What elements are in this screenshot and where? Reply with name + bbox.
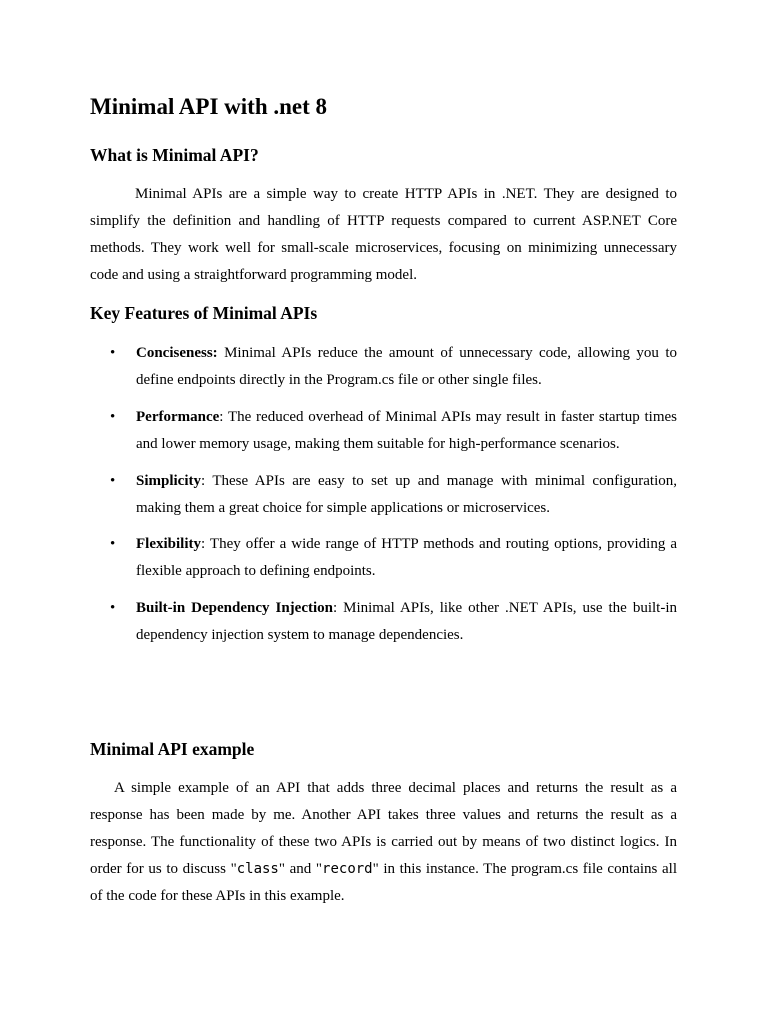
bullet-marker: • (110, 409, 116, 425)
paragraph-text-part: " in this instance. The program.cs file contains all of the code for these APIs in this example. (90, 861, 678, 904)
list-item-text (136, 340, 677, 394)
list-item-description: : They offer a wide range of HTTP methods and routing options, providing a flexible approach to defining endpoints. (136, 536, 677, 579)
list-item-term: Flexibility (136, 536, 201, 552)
list-item-term: Simplicity (136, 473, 202, 489)
paragraph-text-part: " and " (278, 861, 323, 877)
list-item-text (136, 531, 677, 585)
section-heading-key-features: Key Features of Minimal APIs (90, 303, 318, 323)
inline-code-class: class (236, 861, 279, 877)
list-item-term: Conciseness: (136, 345, 218, 361)
list-item-term: Built-in Dependency Injection (136, 600, 333, 616)
list-item-text (136, 404, 677, 458)
section-paragraph-what-is: Minimal APIs are a simple way to create HTTP APIs in .NET. They are designed to simplify the definition and handling of HTTP requests compared to current ASP.NET Core methods. They work well for small-scale microservices, focusing on minimizing unnecessary code and using a straightforward programming model. (90, 186, 677, 283)
inline-code-record: record (322, 861, 373, 877)
list-item-description: Minimal APIs reduce the amount of unnecessary code, allowing you to define endpoints directly in the Program.cs file or other single files. (136, 345, 677, 388)
section-heading-what-is: What is Minimal API? (90, 145, 259, 165)
bullet-marker: • (110, 473, 116, 489)
list-item-term: Performance (136, 409, 220, 425)
list-item-description: : These APIs are easy to set up and manage with minimal configuration, making them a great choice for simple applications or microservices. (136, 473, 677, 516)
list-item-text (136, 468, 677, 522)
list-item-text (136, 595, 677, 649)
bullet-marker: • (110, 536, 116, 552)
section-paragraph-example (90, 775, 677, 910)
list-item-description: : The reduced overhead of Minimal APIs may result in faster startup times and lower memory usage, making them suitable for high-performance scenarios. (136, 409, 677, 452)
bullet-marker: • (110, 600, 116, 616)
paragraph-text-part: A simple example of an API that adds three decimal places and returns the result as a response has been made by me. Another API takes three values and returns the result as a response. The functionality of these two APIs is carried out by means of two distinct logics. In order for us to discuss " (90, 780, 677, 877)
section-heading-example: Minimal API example (90, 739, 255, 759)
list-item-description: : Minimal APIs, like other .NET APIs, use the built-in dependency injection system to manage dependencies. (136, 600, 677, 643)
document-title: Minimal API with .net 8 (90, 94, 328, 119)
bullet-marker: • (110, 345, 116, 361)
